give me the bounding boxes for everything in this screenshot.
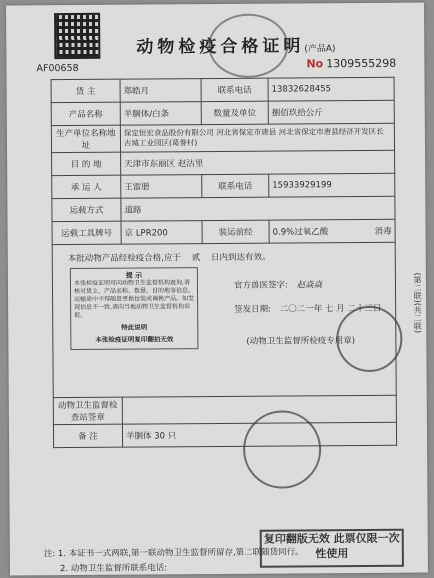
vehicle-value: 京 LPR200	[121, 221, 202, 245]
table-row	[53, 422, 396, 447]
qty-value: 捌佰玖拾公斤	[268, 100, 394, 124]
phone-label: 联系电话	[201, 78, 268, 101]
notice-box	[70, 267, 199, 350]
vet-signature-line	[234, 278, 322, 291]
table-row	[53, 395, 396, 424]
checkpoint-seal	[243, 410, 322, 489]
serial-number	[306, 57, 396, 71]
declaration-block	[56, 244, 393, 396]
table-row	[52, 196, 395, 221]
origin-label: 生产单位名称地址	[51, 125, 120, 152]
certificate-table	[51, 77, 398, 448]
stamp-label: 动物卫生监督检查站签章	[53, 397, 122, 424]
product-label: 产品名称	[51, 102, 120, 125]
serial-left: AF00658	[36, 62, 79, 75]
inspection-seal	[336, 306, 402, 372]
serial-value: 1309555298	[326, 56, 397, 71]
disinfect-label: 装运前经	[202, 220, 269, 243]
transport-value: 道路	[121, 196, 395, 221]
stamp-cell	[122, 395, 396, 424]
carrier-label: 承 运 人	[52, 175, 121, 198]
footnote-1: 注: 1. 本证书一式两联,第一联动物卫生监督所留存,第二联随货同行。	[43, 547, 304, 560]
vet-label: 官方兽医签字:	[233, 280, 288, 291]
product-value: 羊胴体/白条	[120, 102, 201, 126]
carrier-phone-value: 15933929199	[269, 173, 395, 197]
table-row	[52, 219, 395, 244]
table-row	[51, 77, 394, 102]
qty-label: 数量及单位	[201, 101, 268, 124]
disinfect-agent: 0.9%过氧乙酸	[272, 227, 329, 238]
notice-title: 提 示	[125, 271, 143, 280]
disinfect-value	[269, 219, 395, 243]
declaration-days: 贰	[191, 253, 201, 264]
declaration-cell	[52, 242, 396, 397]
phone-value: 13832628455	[268, 77, 394, 101]
transport-label: 运载方式	[52, 198, 121, 221]
table-row	[51, 100, 394, 125]
vehicle-label: 运载工具牌号	[52, 221, 121, 244]
certificate-paper	[6, 3, 428, 576]
owner-value: 郑皓月	[120, 79, 201, 103]
disinfect-tail: 消毒	[374, 226, 392, 237]
qr-code	[54, 13, 100, 59]
copy-number-tag: (第二联)(共二联)	[412, 272, 423, 334]
dest-value: 天津市东丽区 赵沽里	[121, 150, 395, 175]
owner-label: 货 主	[51, 79, 120, 102]
table-row	[51, 123, 394, 152]
table-row	[52, 173, 395, 198]
origin-value: 保定恒宏食品股份有限公司 河北省保定市唐县 河北省保定市唐县经济开发区长古城工业园区(葛誊村)	[120, 123, 394, 152]
remark-label: 备 注	[53, 424, 122, 447]
certificate-title: 动物检疫合格证明(产品A)	[136, 36, 336, 58]
table-row	[52, 242, 396, 397]
date-value: 二〇二一年 七 月 二十三日	[279, 303, 382, 315]
carrier-value: 王雷册	[121, 175, 202, 199]
date-label: 签发日期:	[234, 304, 272, 315]
remark-value: 羊胴体 30 只	[122, 422, 396, 447]
carrier-phone-label: 联系电话	[202, 174, 269, 197]
vet-signature: 赵焱焱	[296, 280, 323, 291]
notice-foot-1: 特此说明	[121, 323, 148, 332]
notice-body: 本张检疫证明可向动物卫生监督机构查询,请核对货主、产品名称、数量、目的地等信息。运输途中不得随意更换包装或调换产品。如发现信息不一致,请向当地动物卫生监督机构举报。	[73, 279, 195, 319]
copy-invalid-stamp: 复印翻版无效 此票仅限一次性使用	[260, 529, 404, 568]
seal-caption: (动物卫生监督所检疫专用章)	[246, 336, 356, 347]
footnote-2: 2. 动物卫生监督所联系电话:	[59, 563, 168, 575]
notice-foot-2: 本张检疫证明复印翻拍无效	[95, 335, 174, 344]
serial-label: No	[306, 57, 324, 71]
dest-label: 目 的 地	[52, 152, 121, 175]
declaration-text: 本批动物产品经检疫合格,应于 贰 日内到达有效。	[67, 252, 271, 265]
table-row	[52, 150, 395, 175]
title-subtype: (产品A)	[304, 44, 336, 55]
